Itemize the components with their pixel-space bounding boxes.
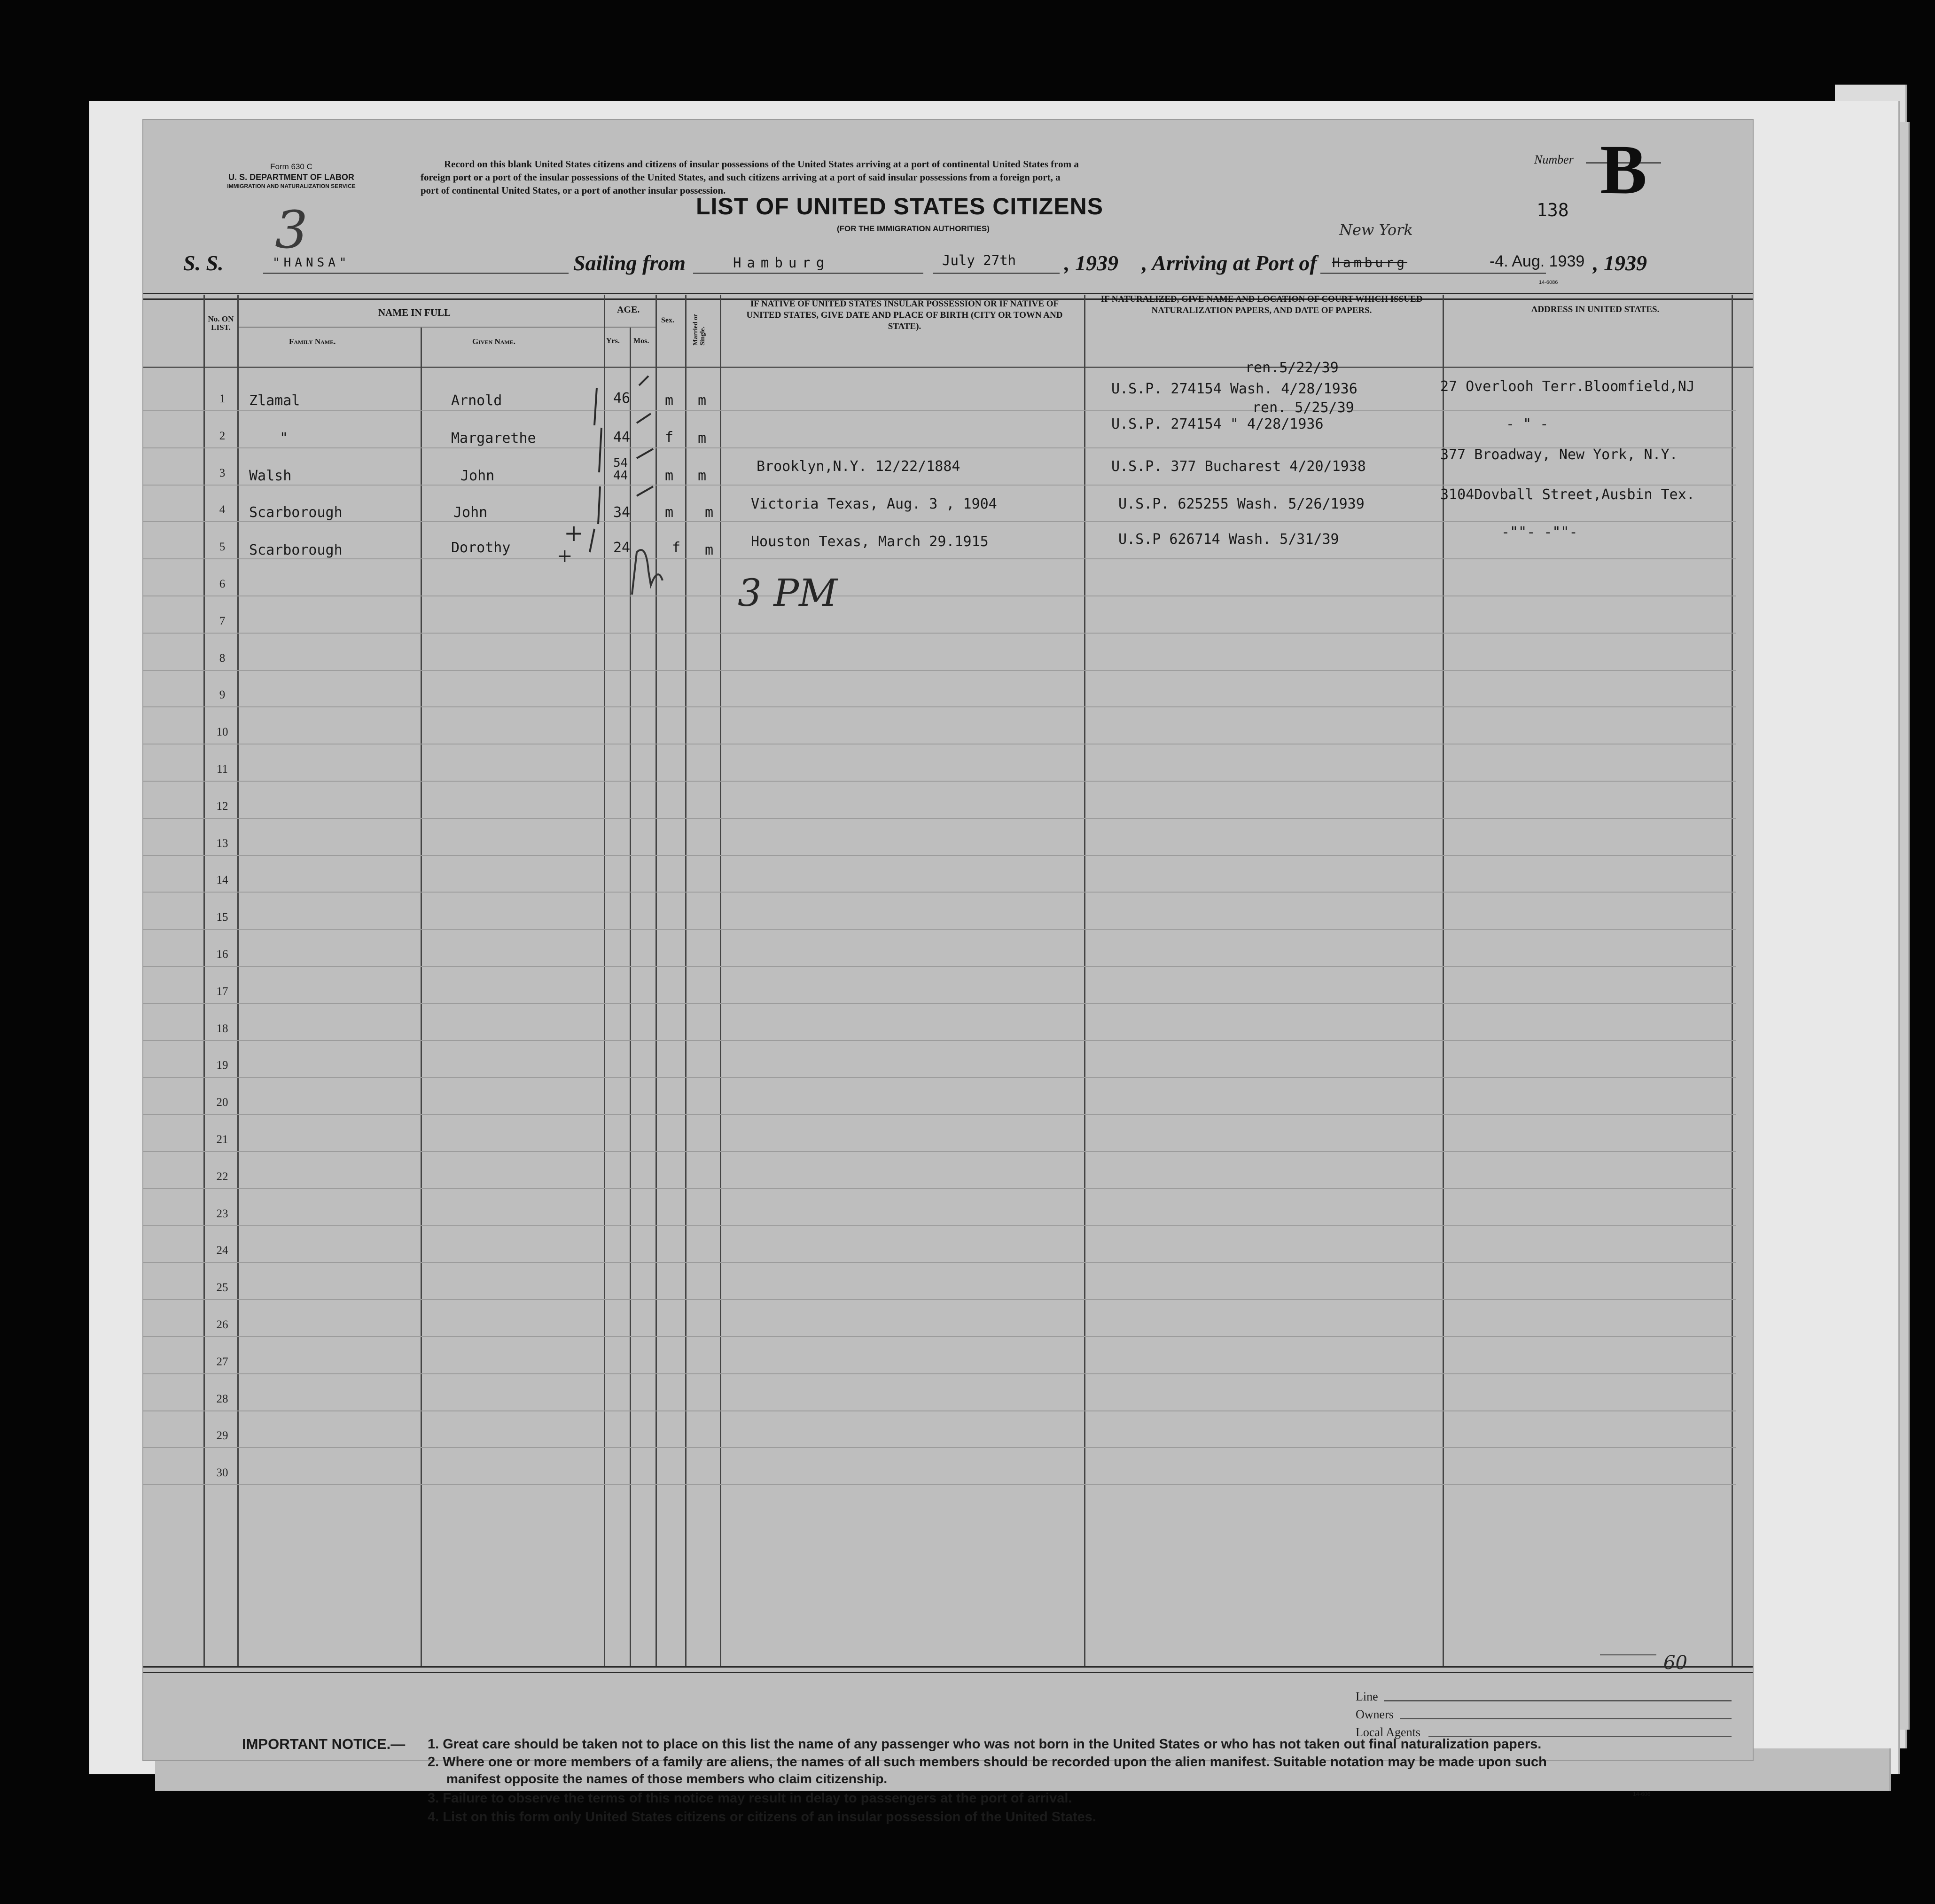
row-number: 3 <box>219 467 226 479</box>
signature-line-field <box>1384 1700 1732 1701</box>
row-5-sex: f <box>672 540 681 556</box>
row-4-age: 34 <box>613 504 631 521</box>
row-rule <box>143 1151 1736 1152</box>
row-5-given-name: Dorothy <box>451 540 511 556</box>
row-1-naturalization: U.S.P. 274154 Wash. 4/28/1936 <box>1111 381 1358 397</box>
row-rule <box>143 1003 1736 1004</box>
header-given-name: Given Name. <box>472 337 516 346</box>
row-number: 11 <box>216 763 228 776</box>
number-value: B <box>1600 131 1647 209</box>
binder-hole <box>109 1133 127 1154</box>
year-label-2: , 1939 <box>1593 251 1647 275</box>
header-age-months: Mos. <box>633 337 649 345</box>
row-1-age: 46 <box>613 390 631 407</box>
row-number: 7 <box>219 615 226 627</box>
header-naturalization: IF NATURALIZED, GIVE NAME AND LOCATION OF COURT WHICH ISSUED NATURALIZATION PAPERS, AND DATE OF PAPERS. <box>1100 294 1423 315</box>
row-number: 30 <box>216 1466 228 1479</box>
row-2-family-name: " <box>280 430 289 447</box>
row-3-age-alt: 44 <box>613 469 628 483</box>
header-address: ADDRESS IN UNITED STATES. <box>1531 305 1660 314</box>
row-rule <box>143 1040 1736 1041</box>
corner-number-line <box>1600 1654 1656 1655</box>
number-label: Number <box>1534 153 1574 166</box>
row-3-address: 377 Broadway, New York, N.Y. <box>1440 447 1678 463</box>
row-2-renewal-note: ren. 5/25/39 <box>1252 400 1354 416</box>
row-1-renewal-note: ren.5/22/39 <box>1245 360 1339 376</box>
hand-time-note: 3 PM <box>738 571 838 615</box>
row-number: 10 <box>216 726 228 738</box>
row-number: 14 <box>216 874 228 886</box>
row-rule <box>143 670 1736 671</box>
row-4-marital: m <box>705 504 714 521</box>
row-1-family-name: Zlamal <box>249 392 300 409</box>
row-number: 9 <box>219 689 226 701</box>
row-3-birthplace: Brooklyn,N.Y. 12/22/1884 <box>757 458 960 475</box>
row-4-sex: m <box>665 504 674 521</box>
row-3-marital: m <box>698 468 707 484</box>
header-sex: Sex. <box>661 316 674 324</box>
header-name-in-full: NAME IN FULL <box>378 307 451 318</box>
binder-hole <box>109 611 127 633</box>
intro-text-line-3: port of continental United States, or a port of another insular possession. <box>421 185 726 196</box>
row-number: 15 <box>216 911 228 924</box>
header-age-years: Yrs. <box>606 337 620 345</box>
row-3-naturalization: U.S.P. 377 Bucharest 4/20/1938 <box>1111 458 1366 475</box>
row-rule <box>143 818 1736 819</box>
row-number: 12 <box>216 800 228 813</box>
header-family-name: Family Name. <box>289 337 336 346</box>
page-number: 138 <box>1537 200 1569 220</box>
header-native-birthplace: IF NATIVE OF UNITED STATES INSULAR POSSESSION OR IF NATIVE OF UNITED STATES, GIVE DATE AND PLACE OF BIRTH (CITY OR TOWN AND STATE). <box>746 299 1063 331</box>
row-2-age: 44 <box>613 429 631 446</box>
row-number: 27 <box>216 1356 228 1368</box>
row-number: 23 <box>216 1207 228 1220</box>
row-rule <box>143 1410 1736 1411</box>
row-number: 19 <box>216 1059 228 1072</box>
header-married-or-single: Married or Single. <box>692 314 706 345</box>
signature-agents-label: Local Agents <box>1356 1725 1420 1739</box>
row-5-marital: m <box>705 542 714 558</box>
sailing-date: July 27th <box>942 252 1016 268</box>
binder-hole <box>109 1217 127 1239</box>
row-number: 18 <box>216 1022 228 1035</box>
header-no-on-list: No. ON LIST. <box>208 314 234 332</box>
notice-item-2: 2. Where one or more members of a family are aliens, the names of all such members should be recorded upon the alien manifest. Suitable notation may be made upon such <box>428 1755 1547 1770</box>
arriving-port-handwritten: New York <box>1339 221 1413 239</box>
signature-line-label: Line <box>1356 1690 1378 1703</box>
row-2-address: - " - <box>1506 416 1549 432</box>
row-4-given-name: John <box>453 504 488 521</box>
row-number: 21 <box>216 1133 228 1146</box>
row-rule <box>143 929 1736 930</box>
binder-hole <box>109 301 127 322</box>
row-number: 24 <box>216 1244 228 1257</box>
notice-item-4: 4. List on this form only United States citizens or citizens of an insular possession of the United States. <box>428 1810 1096 1825</box>
notice-item-3: 3. Failure to observe the terms of this notice may result in delay to passengers at the port of arrival. <box>428 1791 1072 1806</box>
row-rule <box>143 855 1736 856</box>
row-3-given-name: John <box>460 468 495 484</box>
row-number: 28 <box>216 1393 228 1405</box>
row-3-family-name: Walsh <box>249 468 292 484</box>
row-number: 17 <box>216 985 228 998</box>
sailing-label: Sailing from <box>573 251 686 275</box>
row-1-marital: m <box>698 392 707 409</box>
row-4-family-name: Scarborough <box>249 504 343 521</box>
row-4-naturalization: U.S.P. 625255 Wash. 5/26/1939 <box>1118 496 1365 512</box>
row-rule <box>143 1077 1736 1078</box>
row-5-birthplace: Houston Texas, March 29.1915 <box>751 533 989 550</box>
service-label: IMMIGRATION AND NATURALIZATION SERVICE <box>227 183 356 189</box>
intro-text-line-2: foreign port or a port of the insular possessions of the United States, and such citizens arriving at a port of said insular possessions from a foreign port, a <box>421 172 1061 183</box>
row-rule <box>143 1373 1736 1374</box>
notice-code: 14-606 <box>1633 1791 1651 1797</box>
row-5-family-name: Scarborough <box>249 542 343 558</box>
row-5-age: 24 <box>613 540 631 556</box>
row-rule <box>143 966 1736 967</box>
row-number: 2 <box>219 430 226 442</box>
ship-name: "HANSA" <box>273 256 351 270</box>
row-rule <box>143 1336 1736 1337</box>
ship-hand-mark: 3 <box>275 200 308 260</box>
hand-corner-number: 60 <box>1663 1652 1687 1674</box>
manifest-sheet <box>143 120 1753 1825</box>
row-number: 8 <box>219 652 226 665</box>
row-1-sex: m <box>665 392 674 409</box>
intro-text-line-1: Record on this blank United States citizens and citizens of insular possessions of the United States arriving at a port of continental United States from a <box>444 158 1079 170</box>
row-rule <box>143 892 1736 893</box>
header-age: AGE. <box>617 305 640 315</box>
row-2-sex: f <box>665 429 674 446</box>
binder-hole <box>109 376 127 398</box>
row-rule <box>143 1188 1736 1189</box>
row-number: 25 <box>216 1281 228 1294</box>
row-2-naturalization: U.S.P. 274154 " 4/28/1936 <box>1111 416 1324 432</box>
row-2-marital: m <box>698 430 707 447</box>
row-5-naturalization: U.S.P 626714 Wash. 5/31/39 <box>1118 531 1339 548</box>
row-2-given-name: Margarethe <box>451 430 536 447</box>
row-number: 16 <box>216 948 228 961</box>
row-4-birthplace: Victoria Texas, Aug. 3 , 1904 <box>751 496 997 512</box>
row-rule <box>143 1114 1736 1115</box>
row-number: 22 <box>216 1170 228 1183</box>
row-4-address: 3104Dovball Street,Ausbin Tex. <box>1440 486 1695 503</box>
handwritten-strokes <box>143 120 1753 637</box>
notice-item-1: 1. Great care should be taken not to place on this list the name of any passenger who was not born in the United States or who has not taken out final naturalization papers. <box>428 1737 1542 1752</box>
row-number: 4 <box>219 503 226 516</box>
signature-owners-label: Owners <box>1356 1708 1394 1721</box>
binder-hole <box>109 689 127 710</box>
row-rule <box>143 706 1736 707</box>
row-number: 26 <box>216 1318 228 1331</box>
row-5-address: -""- -""- <box>1501 524 1578 541</box>
row-rule <box>143 781 1736 782</box>
row-1-address: 27 Overlooh Terr.Bloomfield,NJ <box>1440 378 1695 395</box>
row-3-sex: m <box>665 468 674 484</box>
row-number: 20 <box>216 1096 228 1109</box>
row-1-given-name: Arnold <box>451 392 502 409</box>
notice-item-2-cont: manifest opposite the names of those members who claim citizenship. <box>446 1771 888 1786</box>
row-number: 1 <box>219 392 226 405</box>
sailing-from-port: Hamburg <box>733 255 830 271</box>
signature-owners-field <box>1400 1718 1732 1719</box>
department-label: U. S. DEPARTMENT OF LABOR <box>228 172 354 182</box>
row-rule <box>143 1262 1736 1263</box>
row-rule <box>143 1225 1736 1226</box>
year-label-1: , 1939 <box>1064 251 1118 275</box>
printer-mark: 14-6086 <box>1539 280 1558 285</box>
row-number: 5 <box>219 541 226 553</box>
row-number: 6 <box>219 578 226 590</box>
binder-hole <box>109 1528 127 1549</box>
form-number: Form 630 C <box>270 162 312 171</box>
page-title: LIST OF UNITED STATES CITIZENS <box>696 193 1104 219</box>
row-number: 29 <box>216 1429 228 1442</box>
hand-mark-plus: + <box>557 545 573 567</box>
row-3-age: 54 <box>613 456 628 470</box>
notice-heading: IMPORTANT NOTICE.— <box>242 1736 406 1752</box>
arriving-label: , Arriving at Port of <box>1142 251 1317 275</box>
arriving-port-struck: Hamburg <box>1332 255 1408 270</box>
ss-label: S. S. <box>183 251 224 275</box>
row-number: 13 <box>216 837 228 850</box>
row-rule <box>143 1299 1736 1300</box>
page-subtitle: (FOR THE IMMIGRATION AUTHORITIES) <box>837 224 990 233</box>
row-rule <box>143 1484 1736 1485</box>
row-rule <box>143 1447 1736 1448</box>
hand-mark-plus: + <box>564 519 584 547</box>
arrival-date-stamp: -4. Aug. 1939 <box>1490 252 1585 270</box>
table-bottom-rule <box>143 1666 1753 1673</box>
